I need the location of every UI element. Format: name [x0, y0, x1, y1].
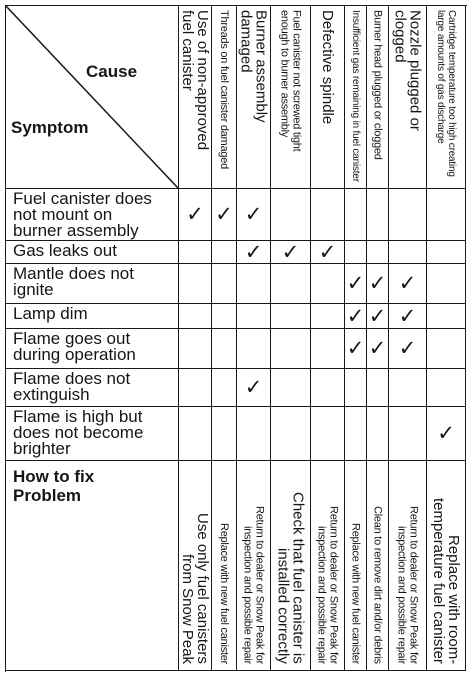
remedy-cell [179, 461, 212, 671]
check-mark-cell: ✓ [389, 264, 427, 304]
symptom-label-line: ignite [13, 280, 54, 299]
remedy-cell [311, 461, 345, 671]
check-mark-cell [311, 407, 345, 461]
check-mark-cell [179, 304, 212, 329]
cause-header-cell [367, 6, 389, 189]
check-mark-cell [427, 304, 466, 329]
cause-header-line: Burner head plugged or clogged [371, 10, 384, 160]
cause-header-cell [179, 6, 212, 189]
check-mark-cell [367, 407, 389, 461]
check-mark-cell [311, 304, 345, 329]
check-mark-cell [237, 407, 271, 461]
remedy-line: inspection and possible repair [241, 525, 254, 664]
symptom-label-cell [6, 264, 179, 304]
check-mark-cell [427, 329, 466, 369]
remedy-line: Replace with new fuel canister [218, 522, 230, 664]
remedy-line: installed correctly [274, 548, 292, 664]
remedy-cell [427, 461, 466, 671]
how-to-fix-line: How to fix [13, 467, 95, 486]
cause-header-text [372, 10, 384, 160]
remedy-line: Return to dealer or Snow Peak for [327, 505, 340, 664]
cause-header-text [279, 10, 303, 151]
symptom-label-line: Fuel canister does [13, 189, 152, 208]
cause-header-cell [237, 6, 271, 189]
cause-header-line: large amounts of gas discharge [435, 10, 446, 144]
cause-header-line: Burner assembly [252, 10, 270, 123]
check-mark-cell [427, 241, 466, 264]
remedy-cell [345, 461, 367, 671]
symptom-label-line: Lamp dim [13, 304, 88, 323]
how-to-fix-label [6, 461, 179, 671]
check-mark-cell: ✓ [237, 369, 271, 407]
symptom-label-cell [6, 329, 179, 369]
check-mark-cell: ✓ [367, 329, 389, 369]
remedy-cell [271, 461, 311, 671]
symptom-label-line: Mantle does not [13, 264, 134, 283]
check-mark-cell [367, 189, 389, 241]
check-mark-cell: ✓ [345, 329, 367, 369]
symptom-label-line: Flame goes out [13, 329, 131, 348]
cause-header-text [320, 10, 335, 124]
check-mark-cell [237, 264, 271, 304]
check-mark-cell [345, 407, 367, 461]
check-mark-cell [179, 241, 212, 264]
remedy-line: Clean to remove dirt and/or debris [371, 506, 384, 664]
cause-header-cell [271, 6, 311, 189]
cause-header-text [435, 10, 457, 177]
cause-header-line: enough to burner assembly [278, 10, 291, 138]
symptom-label-cell [6, 241, 179, 264]
check-mark-cell [212, 304, 237, 329]
cause-header-text [218, 10, 230, 169]
check-mark-cell: ✓ [367, 264, 389, 304]
remedy-line: inspection and possible repair [315, 525, 328, 664]
remedy-text [431, 498, 461, 664]
check-mark-cell [367, 241, 389, 264]
symptom-label-cell [6, 369, 179, 407]
header-corner-cell [6, 6, 179, 189]
remedy-cell [212, 461, 237, 671]
check-mark-cell: ✓ [389, 304, 427, 329]
remedy-text [276, 492, 306, 664]
remedy-line: Return to dealer or Snow Peak for [253, 505, 266, 664]
check-mark-cell: ✓ [237, 189, 271, 241]
remedy-cell [367, 461, 389, 671]
symptom-label-line: not mount on [13, 205, 113, 224]
how-to-fix-line: Problem [13, 486, 82, 505]
check-mark-cell [271, 407, 311, 461]
cause-header-line: damaged [237, 10, 255, 73]
check-mark-cell [389, 369, 427, 407]
cause-header-cell [389, 6, 427, 189]
check-mark-cell [271, 189, 311, 241]
check-mark-cell: ✓ [427, 407, 466, 461]
check-mark-cell [345, 241, 367, 264]
check-mark-cell [427, 369, 466, 407]
remedy-line: Replace with new fuel canister [349, 522, 362, 664]
symptom-label-line: does not become [13, 423, 144, 442]
remedy-cell [389, 461, 427, 671]
symptom-label-cell [6, 189, 179, 241]
check-mark-cell [389, 189, 427, 241]
remedy-text [180, 513, 210, 664]
remedy-cell [237, 461, 271, 671]
check-mark-cell [389, 241, 427, 264]
check-mark-cell [311, 329, 345, 369]
symptom-label-line: Gas leaks out [13, 241, 117, 260]
check-mark-cell [179, 329, 212, 369]
check-mark-cell [212, 329, 237, 369]
symptom-label-cell [6, 304, 179, 329]
cause-header-line: Insufficient gas remaining in fuel canister [350, 10, 361, 182]
check-mark-cell: ✓ [179, 189, 212, 241]
check-mark-cell [271, 264, 311, 304]
symptom-label-line: burner assembly [13, 221, 139, 240]
cause-header-text [393, 10, 423, 131]
check-mark-cell [212, 369, 237, 407]
cause-header-text [350, 10, 361, 182]
symptom-label-cell [6, 407, 179, 461]
remedy-text [316, 506, 340, 664]
check-mark-cell [311, 369, 345, 407]
check-mark-cell: ✓ [237, 241, 271, 264]
remedy-line: Use only fuel canisters [194, 513, 211, 664]
check-mark-cell: ✓ [271, 241, 311, 264]
cause-header-line: Threads on fuel canister damaged [218, 10, 230, 169]
cause-header-line: fuel canister [179, 10, 196, 91]
remedy-text [242, 506, 266, 664]
check-mark-cell: ✓ [311, 241, 345, 264]
check-mark-cell [311, 189, 345, 241]
cause-header-cell [212, 6, 237, 189]
cause-header-line: Cartridge temperature too high creating [446, 10, 457, 177]
check-mark-cell [427, 264, 466, 304]
cause-header-line: Nozzle plugged or [406, 10, 424, 131]
check-mark-cell: ✓ [212, 189, 237, 241]
remedy-line: Replace with room- [445, 534, 462, 664]
diagonal-divider [6, 6, 178, 188]
check-mark-cell [237, 304, 271, 329]
symptom-heading: Symptom [11, 118, 89, 137]
cause-header-cell [311, 6, 345, 189]
cause-header-text [239, 10, 269, 123]
check-mark-cell [345, 189, 367, 241]
symptom-label-line: Flame is high but [13, 407, 143, 426]
symptom-label-line: extinguish [13, 385, 90, 404]
check-mark-cell [212, 407, 237, 461]
check-mark-cell [179, 407, 212, 461]
check-mark-cell [212, 241, 237, 264]
check-mark-cell [345, 369, 367, 407]
check-mark-cell [271, 329, 311, 369]
check-mark-cell [271, 369, 311, 407]
check-mark-cell [179, 369, 212, 407]
cause-header-text [180, 10, 210, 150]
remedy-line: from Snow Peak [179, 553, 196, 664]
check-mark-cell [237, 329, 271, 369]
check-mark-cell: ✓ [345, 304, 367, 329]
check-mark-cell [179, 264, 212, 304]
check-mark-cell: ✓ [367, 304, 389, 329]
remedy-line: temperature fuel canister [430, 498, 447, 664]
check-mark-cell [311, 264, 345, 304]
check-mark-cell: ✓ [345, 264, 367, 304]
check-mark-cell [389, 407, 427, 461]
cause-header-cell [427, 6, 466, 189]
remedy-line: inspection and possible repair [395, 525, 408, 664]
symptom-label-line: during operation [13, 345, 136, 364]
remedy-text [350, 523, 362, 664]
cause-heading: Cause [86, 62, 138, 81]
symptom-label-line: brighter [13, 439, 71, 458]
cause-header-line: Fuel canister not screwed tight [290, 10, 303, 152]
check-mark-cell [271, 304, 311, 329]
cause-header-line: clogged [391, 10, 409, 63]
remedy-text [372, 506, 384, 664]
check-mark-cell [212, 264, 237, 304]
cause-header-line: Defective spindle [319, 10, 336, 125]
check-mark-cell: ✓ [389, 329, 427, 369]
cause-header-cell [345, 6, 367, 189]
remedy-line: Return to dealer or Snow Peak for [407, 505, 420, 664]
cause-header-line: Use of non-approved [194, 10, 211, 151]
symptom-label-line: Flame does not [13, 369, 131, 388]
check-mark-cell [427, 189, 466, 241]
remedy-text [396, 506, 420, 664]
remedy-line: Check that fuel canister is [289, 492, 307, 664]
troubleshooting-table [5, 5, 467, 672]
check-mark-cell [367, 369, 389, 407]
remedy-text [218, 523, 230, 664]
